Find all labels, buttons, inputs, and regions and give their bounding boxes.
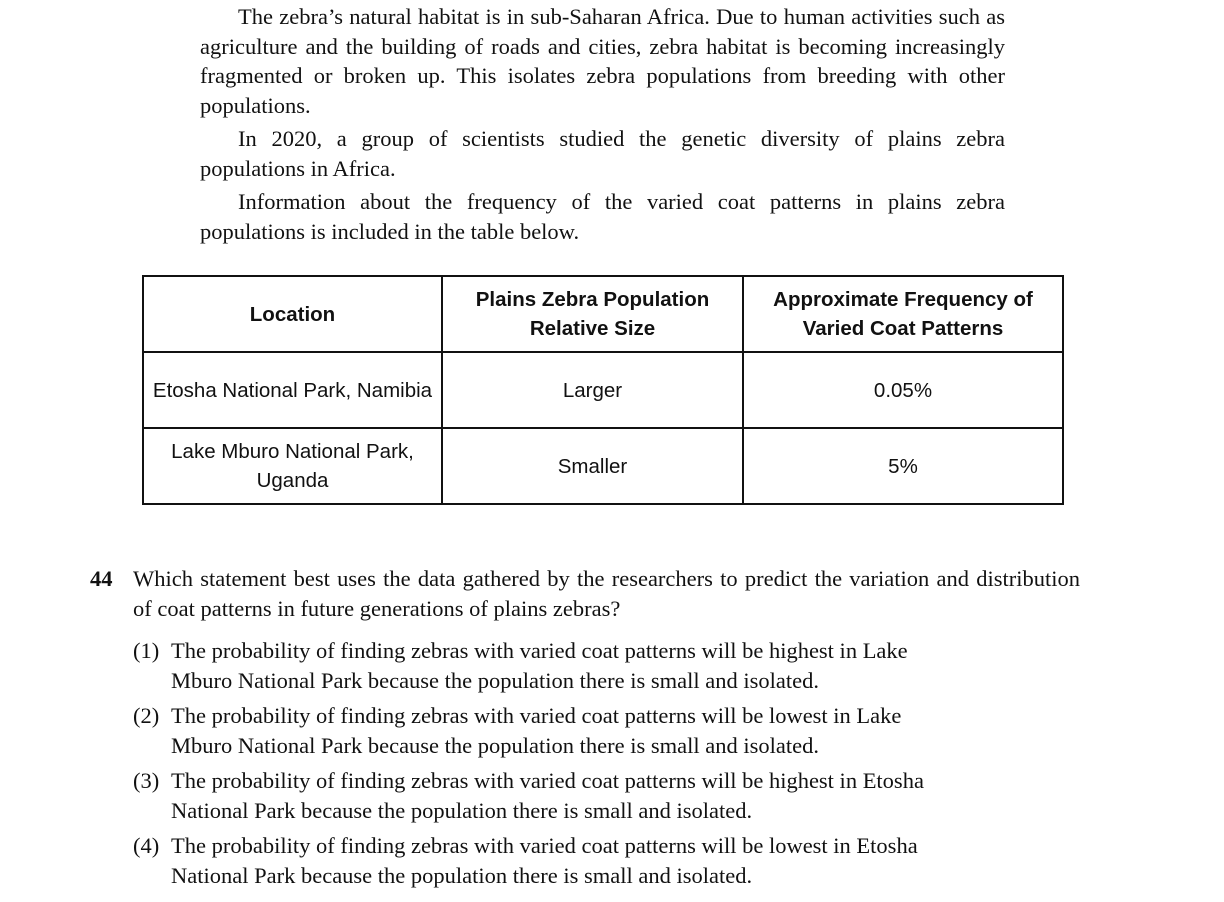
table-cell: Etosha National Park, Namibia: [143, 352, 442, 428]
table-row: [143, 428, 1063, 504]
option-text: The probability of finding zebras with varied coat patterns will be highest in Lake Mburo National Park because the population there is small and isolated.: [171, 638, 908, 693]
option-label: (2): [133, 703, 160, 728]
answer-options: [133, 636, 963, 891]
table-cell: 5%: [743, 428, 1063, 504]
answer-option-1[interactable]: [133, 636, 963, 696]
question-text: Which statement best uses the data gathered by the researchers to predict the variation and distribution of coat patterns in future generations of plains zebras?: [133, 566, 1080, 621]
table-cell: Smaller: [442, 428, 743, 504]
coat-pattern-table: [142, 275, 1064, 505]
answer-option-2[interactable]: [133, 701, 963, 761]
option-text: The probability of finding zebras with varied coat patterns will be lowest in Lake Mburo National Park because the population there is small and isolated.: [171, 703, 902, 758]
column-header-location: Location: [143, 276, 442, 352]
passage-paragraph: The zebra’s natural habitat is in sub-Saharan Africa. Due to human activities such as agriculture and the building of roads and cities, zebra habitat is becoming increasingly fragmented or broken up. This isolates zebra populations from breeding with other populations.: [200, 4, 1005, 118]
table-cell: 0.05%: [743, 352, 1063, 428]
table-header-row: [143, 276, 1063, 352]
table-cell: Larger: [442, 352, 743, 428]
table-row: [143, 352, 1063, 428]
option-label: (3): [133, 768, 160, 793]
passage-paragraph: In 2020, a group of scientists studied the genetic diversity of plains zebra populations in Africa.: [200, 126, 1005, 181]
answer-option-4[interactable]: [133, 831, 963, 891]
column-header-population-size: Plains Zebra Population Relative Size: [442, 276, 743, 352]
answer-option-3[interactable]: [133, 766, 963, 826]
question-44: [90, 564, 1080, 896]
option-text: The probability of finding zebras with varied coat patterns will be highest in Etosha National Park because the population there is small and isolated.: [171, 768, 924, 823]
question-number: 44: [90, 566, 113, 591]
option-text: The probability of finding zebras with varied coat patterns will be lowest in Etosha National Park because the population there is small and isolated.: [171, 833, 918, 888]
option-label: (4): [133, 833, 160, 858]
passage-paragraph: Information about the frequency of the varied coat patterns in plains zebra populations is included in the table below.: [200, 189, 1005, 244]
column-header-coat-frequency: Approximate Frequency of Varied Coat Patterns: [743, 276, 1063, 352]
table-cell: Lake Mburo National Park, Uganda: [143, 428, 442, 504]
option-label: (1): [133, 638, 160, 663]
passage: [200, 2, 1005, 250]
question-stem: [90, 564, 1080, 624]
